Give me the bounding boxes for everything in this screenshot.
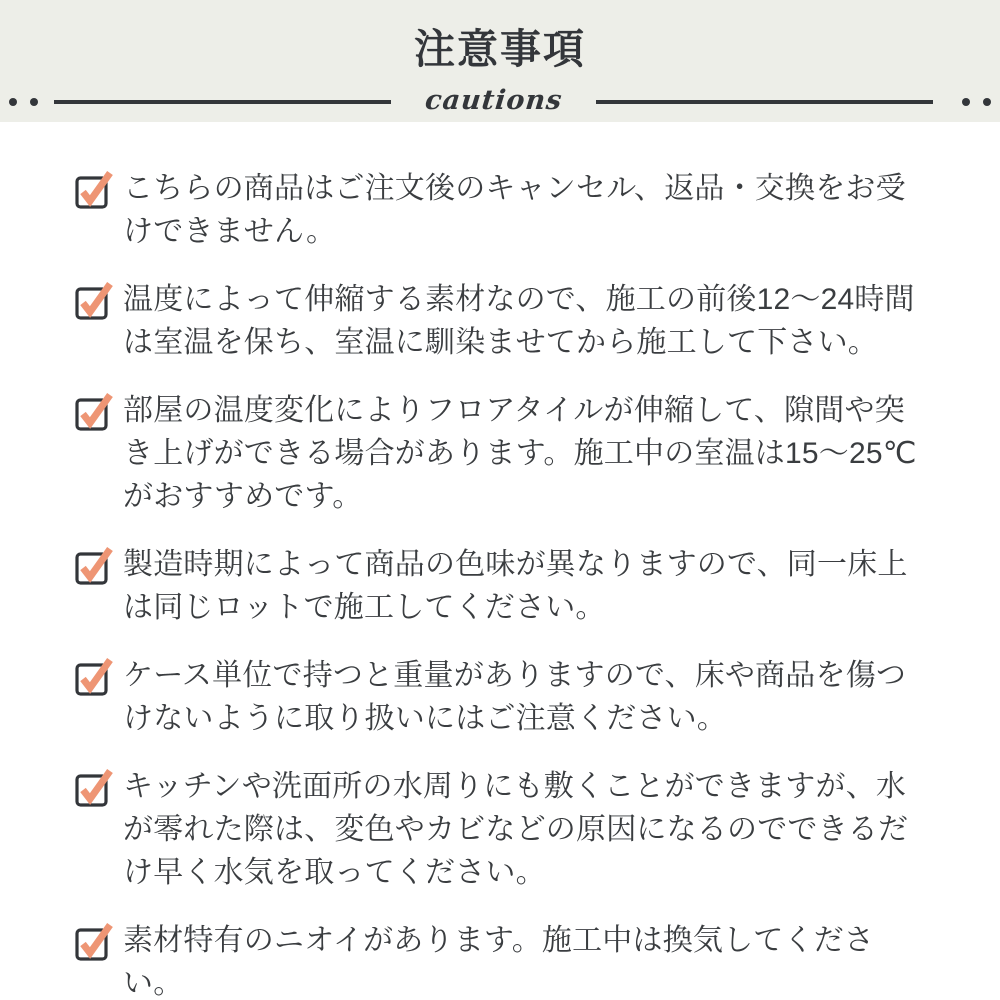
divider-dot-icon	[30, 98, 38, 106]
caution-text: こちらの商品はご注文後のキャンセル、返品・交換をお受けできません。	[123, 172, 906, 248]
checked-checkbox-icon	[74, 654, 114, 698]
caution-item	[74, 654, 934, 740]
divider-dot-icon	[9, 98, 17, 106]
caution-text: ケース単位で持つと重量がありますので、床や商品を傷つけないように取り扱いにはご注意ください。	[123, 659, 907, 735]
caution-item	[74, 278, 934, 364]
page-title: 注意事項	[414, 26, 586, 72]
caution-text: 温度によって伸縮する素材なので、施工の前後12〜24時間は室温を保ち、室温に馴染ませてから施工して下さい。	[123, 283, 915, 359]
divider-rule	[54, 100, 391, 104]
caution-item	[74, 919, 934, 1000]
caution-text: 製造時期によって商品の色味が異なりますので、同一床上は同じロットで施工してください。	[123, 548, 908, 624]
caution-text: 部屋の温度変化によりフロアタイルが伸縮して、隙間や突き上げができる場合があります。施工中の室温は15〜25℃がおすすめです。	[123, 394, 917, 513]
caution-item	[74, 167, 934, 253]
divider-dot-icon	[983, 98, 991, 106]
caution-item	[74, 389, 934, 518]
subtitle-cautions: cautions	[423, 84, 564, 116]
caution-list	[0, 122, 1000, 1000]
divider-rule	[596, 100, 933, 104]
cautions-header	[0, 0, 1000, 122]
caution-text: キッチンや洗面所の水周りにも敷くことができますが、水が零れた際は、変色やカビなどの原因になるのでできるだけ早く水気を取ってください。	[123, 770, 909, 889]
caution-item	[74, 765, 934, 894]
checked-checkbox-icon	[74, 543, 114, 587]
checked-checkbox-icon	[74, 919, 114, 963]
checked-checkbox-icon	[74, 278, 114, 322]
divider-dot-icon	[962, 98, 970, 106]
caution-item	[74, 543, 934, 629]
checked-checkbox-icon	[74, 765, 114, 809]
header-divider	[0, 84, 1000, 117]
checked-checkbox-icon	[74, 389, 114, 433]
checked-checkbox-icon	[74, 167, 114, 211]
caution-text: 素材特有のニオイがあります。施工中は換気してください。	[123, 924, 875, 1000]
